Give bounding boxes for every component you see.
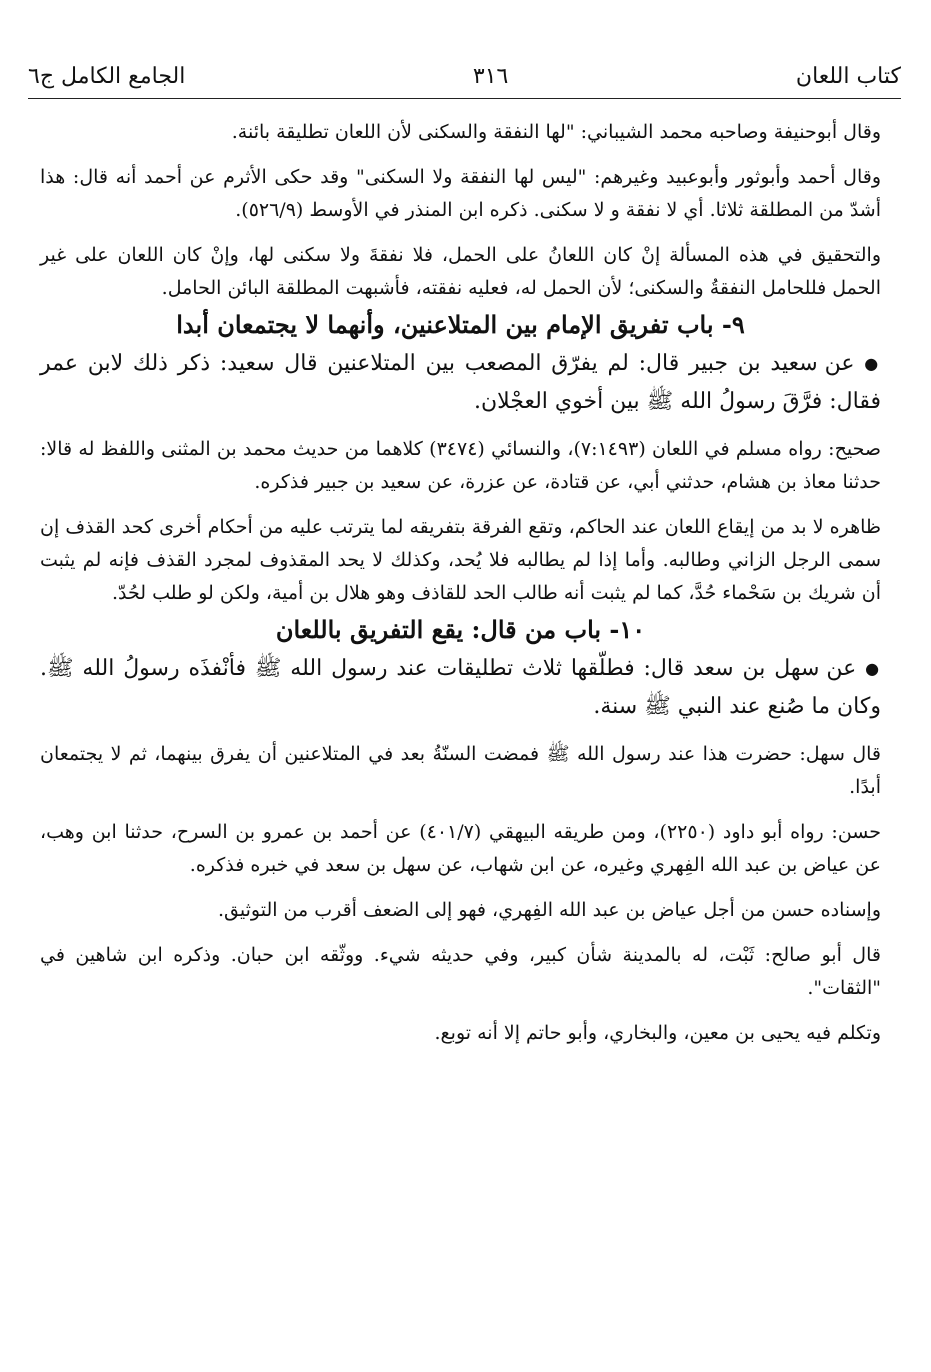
paragraph-sahl: قال سهل: حضرت هذا عند رسول الله ﷺ فمضت السنّةُ بعد في المتلاعنين أن يفرق بينهما، ثم لا يجتمعان أبدًا. [40, 743, 881, 798]
paragraph-zahiruhu: ظاهره لا بد من إيقاع اللعان عند الحاكم، وتقع الفرقة بتفريقه لما يترتب عليه من أحكام أخرى كحد القذف إن سمى الرجل الزاني وطالبه. وأما إذا لم يطالبه فلا يُحد، وكذلك لا يحد المقذوف لمجرد القذف فإنه لم يثبت أن شريك بن سَحْماء حُدَّ، كما لم يثبت أنه طالب الحد للقاذف وهو هلال بن أمية، ولكن لو طلب لحُدّ. [40, 516, 881, 604]
page-number: ٣١٦ [472, 64, 509, 89]
section-heading-9: ٩- باب تفريق الإمام بين المتلاعنين، وأنهما لا يجتمعان أبدا [176, 310, 745, 339]
bullet-icon: ● [864, 354, 881, 373]
hadith-text-10-body: عن سهل بن سعد قال: فطلّقها ثلاث تطليقات عند رسول الله ﷺ فأنْفذَه رسولُ الله ﷺ. وكان ما صُنع عند النبي ﷺ سنة. [40, 656, 881, 719]
page-header [28, 52, 901, 92]
paragraph-isnad: وإسناده حسن من أجل عياض بن عبد الله الفِهري، فهو إلى الضعف أقرب من التوثيق. [217, 899, 881, 921]
bullet-icon: ● [865, 659, 882, 678]
hadith-text-10 [40, 650, 881, 726]
paragraph-abu-hanifa: وقال أبوحنيفة وصاحبه محمد الشيباني: "لها النفقة والسكنى لأن اللعان تطليقة بائنة. [231, 121, 881, 143]
section-heading-10: ١٠- باب من قال: يقع التفريق باللعان [275, 615, 646, 644]
paragraph-abu-salih: قال أبو صالح: ثَبْت، له بالمدينة شأن كبير، وفي حديثه شيء. ووثّقه ابن حبان. وذكره ابن شاهين في "الثقات". [40, 944, 881, 999]
paragraph-takallama: وتكلم فيه يحيى بن معين، والبخاري، وأبو حاتم إلا أنه توبع. [434, 1022, 881, 1044]
paragraph-tahqiq: والتحقيق في هذه المسألة إنْ كان اللعانُ على الحمل، فلا نفقةَ ولا سكنى لها، وإنْ كان اللعان على غير الحمل فللحامل النفقةُ والسكنى؛ لأن الحمل له، فعليه نفقته، فأشبهت المطلقة البائن الحامل. [40, 244, 881, 299]
book-title: الجامع الكامل ج٦ [28, 64, 186, 89]
page-body [40, 116, 881, 1050]
takhrij-muslim: صحيح: رواه مسلم في اللعان (٧:١٤٩٣)، والنسائي (٣٤٧٤) كلاهما من حديث محمد بن المثنى واللفظ له قالا: حدثنا معاذ بن هشام، حدثني أبي، عن قتادة، عن عزرة، عن سعيد بن جبير فذكره. [40, 438, 881, 493]
chapter-title: كتاب اللعان [795, 64, 901, 89]
takhrij-abu-dawud: حسن: رواه أبو داود (٢٢٥٠)، ومن طريقه البيهقي (٤٠١/٧) عن أحمد بن عمرو بن السرح، حدثنا ابن وهب، عن عياض بن عبد الله الفِهري وغيره، عن ابن شهاب، عن سهل بن سعد في خبره فذكره. [40, 821, 881, 876]
hadith-text-9-body: عن سعيد بن جبير قال: لم يفرّق المصعب بين المتلاعنين قال سعيد: ذكر ذلك لابن عمر فقال: فرَّقَ رسولُ الله ﷺ بين أخوي العجْلان. [40, 351, 881, 414]
hadith-text-9 [40, 345, 881, 421]
paragraph-ahmad: وقال أحمد وأبوثور وأبوعبيد وغيرهم: "ليس لها النفقة ولا السكنى" وقد حكى الأثرم عن أحمد أنه قال: هذا أشدّ من المطلقة ثلاثا. أي لا نفقة و لا سكنى. ذكره ابن المنذر في الأوسط (٥٢٦/٩). [40, 166, 881, 221]
header-divider [28, 98, 901, 99]
